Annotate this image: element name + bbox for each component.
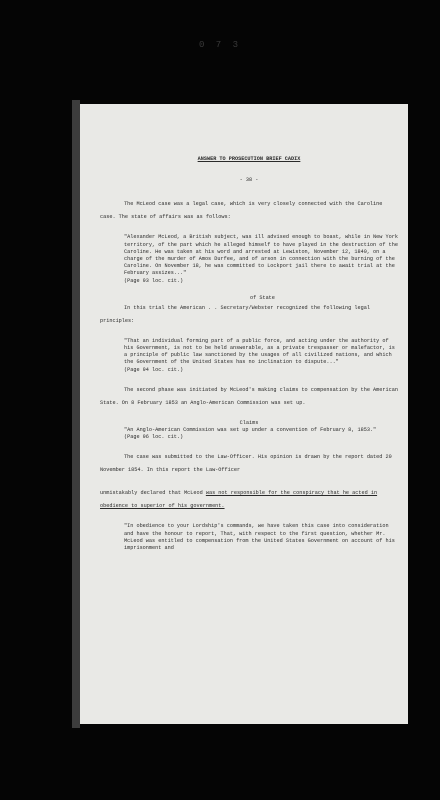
quote-text: "An Anglo-American Commission was set up under a convention of February 8, 1853.": [124, 427, 377, 434]
paragraph-declaration: [100, 487, 398, 513]
paragraph-mcleod-case: The McLeod case was a legal case, which is very closely connected with the Caroline case. The state of affairs was as follows:: [100, 201, 383, 221]
page-edge-shadow: [72, 100, 80, 728]
quote-text: "That an individual forming part of a public force, and acting under the authority of his Government, is not to be held answerable, as a private trespasser or malefactor, is a principle of public law sanctioned by the usages of all civilized nations, and which the Government of the United States has no inclination to dispute...": [124, 337, 395, 366]
quote-citation: (Page 94 loc. cit.): [124, 366, 184, 373]
quote-text: "Alexander McLeod, a British subject, was ill advised enough to boast, while in New York territory, of the part which he alleged himself to have played in the destruction of the Caroline. He was taken at his word and arrested at Lewiston, November 12, 1840, on a charge of the murder of Amos Durfee, and of arson in connection with the burning of the Caroline. On November 18, he was committed to Lockport jail there to await trial at the February assizes...": [124, 234, 398, 277]
paragraph-webster-principles: In this trial the American . . Secretary/Webster recognized the following legal principles:: [100, 304, 370, 324]
quote-law-officer-report: [124, 523, 398, 552]
claims-heading: Claims: [239, 419, 259, 426]
paragraph-law-officer: The case was submitted to the Law-Officer. His opinion is drawn by the report dated 20 November 1854. In this report the Law-Officer: [100, 454, 392, 474]
quote-text: "In obedience to your Lordship's commands, we have taken this case into consideration and have the honour to report, That, with respect to the first question, whether Mr. McLeod was entitled to compensation from the United States Government on account of his imprisonment and: [124, 523, 395, 552]
quote-citation: (Page 93 loc. cit.): [124, 277, 184, 284]
document-page: [80, 104, 408, 724]
declaration-underlined: was not responsible for the conspiracy that he acted in obedience to superior of his government.: [100, 490, 378, 510]
quote-citation: (Page 96 loc. cit.): [124, 434, 184, 441]
quote-public-law: [124, 338, 398, 374]
page-number: - 38 -: [239, 177, 259, 184]
quote-mcleod-arrest: [124, 234, 398, 284]
document-title: ANSWER TO PROSECUTION BRIEF CADIX: [197, 156, 301, 162]
paragraph-second-phase: The second phase was initiated by McLeod's making claims to compensation by the American State. On 8 February 1853 an Anglo-American Commission was set up.: [100, 386, 398, 406]
declaration-text: unmistakably declared that McLeod: [100, 490, 206, 497]
microfilm-frame-number: 0 7 3: [198, 40, 241, 50]
quote-commission: [124, 427, 398, 441]
handwritten-insert: of State: [250, 294, 275, 301]
